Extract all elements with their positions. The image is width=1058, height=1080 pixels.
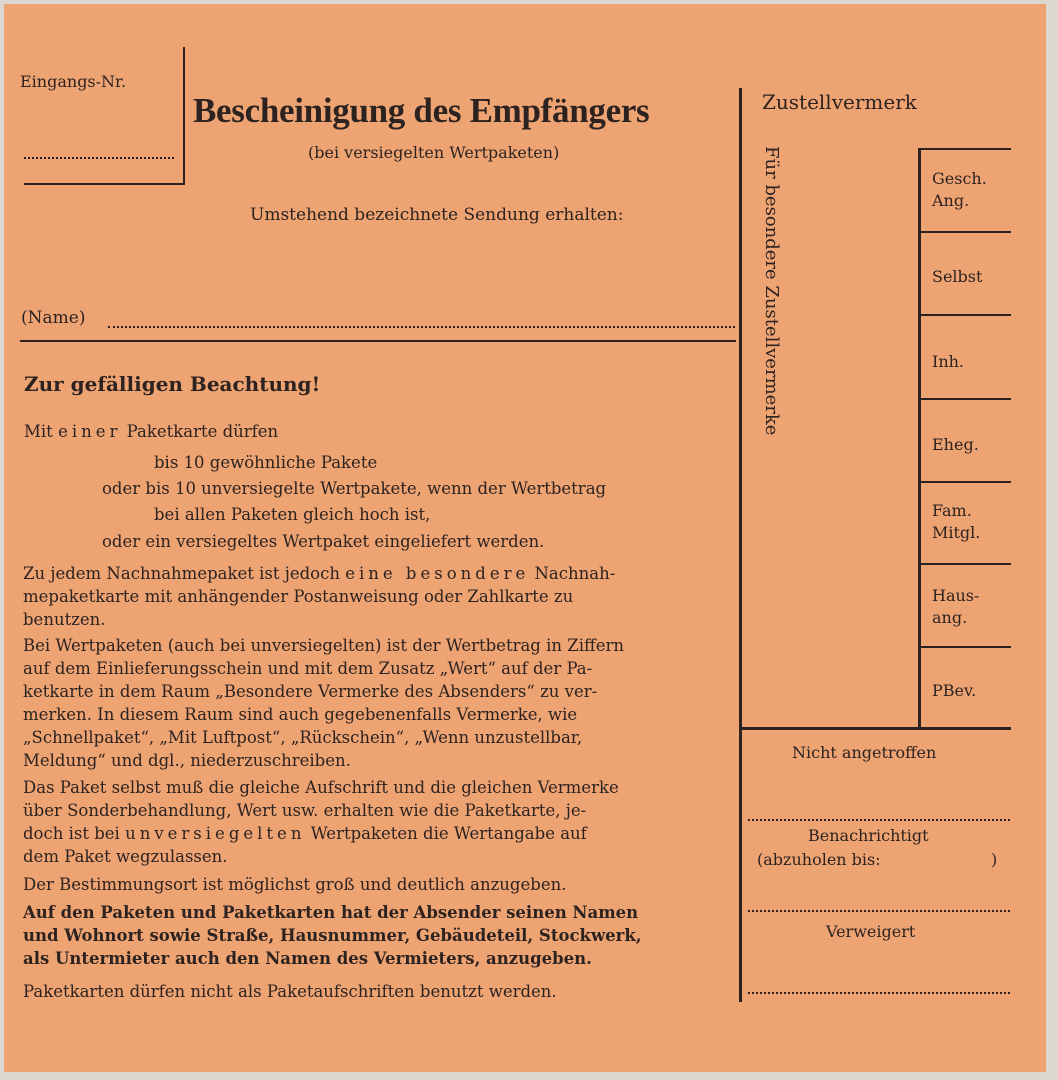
box-grid-bottom-rule [741, 727, 1011, 730]
right-column-rule [739, 88, 742, 1002]
notice-para-3-line: auf dem Einlieferungsschein und mit dem Zusatz „Wert“ auf der Pa- [23, 659, 593, 678]
notice-para-4-line: Das Paket selbst muß die gleiche Aufschrift und die gleichen Vermerke [23, 778, 619, 797]
pickup-until-label [757, 850, 881, 869]
box-label-line: Gesch. [932, 169, 987, 188]
box-top-rule [918, 148, 1011, 150]
receipt-number-label: Eingangs-Nr. [20, 72, 127, 91]
box-label-fam-mitgl [932, 500, 980, 544]
notice-text-spaced: eine besondere [345, 564, 530, 583]
notice-para-3-line: ketkarte in dem Raum „Besondere Vermerke des Absenders“ zu ver- [23, 682, 598, 701]
box-label-inh: Inh. [932, 352, 965, 371]
notice-para-6-line: Auf den Paketen und Paketkarten hat der Absender seinen Namen [23, 903, 639, 922]
notice-text-spaced: einer [58, 422, 122, 441]
page-subtitle: (bei versiegelten Wertpaketen) [308, 143, 560, 162]
notice-text-spaced: unversiegelten [125, 824, 306, 843]
notice-list-line: bei allen Paketen gleich hoch ist, [154, 505, 431, 524]
notice-para-2-line [23, 562, 615, 586]
not-found-label: Nicht angetroffen [792, 743, 937, 762]
notice-para-3-line: Bei Wertpaketen (auch bei unversiegelten) ist der Wertbetrag in Ziffern [23, 636, 625, 655]
notice-para-4-line [23, 822, 587, 846]
box-label-line: Mitgl. [932, 523, 981, 542]
notice-para-5: Der Bestimmungsort ist möglichst groß und deutlich anzugeben. [23, 875, 567, 894]
box-rule [918, 646, 1011, 648]
notice-para-2-line: benutzen. [23, 610, 106, 629]
pickup-close-paren: ) [991, 850, 998, 869]
box-label-eheg: Eheg. [932, 435, 979, 454]
receipt-box-bottom-rule [24, 183, 185, 185]
box-label-selbst: Selbst [932, 267, 983, 286]
notice-list-line: bis 10 gewöhnliche Pakete [154, 453, 378, 472]
refused-label: Verweigert [826, 922, 916, 941]
box-label-line: ang. [932, 608, 968, 627]
box-rule [918, 231, 1011, 233]
notice-text: Wertpaketen die Wertangabe auf [305, 824, 587, 843]
received-statement: Umstehend bezeichnete Sendung erhalten: [250, 205, 624, 225]
box-rule [918, 563, 1011, 565]
notice-text: Mit [24, 422, 59, 441]
left-divider-rule [20, 340, 736, 342]
box-rule [918, 314, 1011, 316]
notice-para-4-line: über Sonderbehandlung, Wert usw. erhalten wie die Paketkarte, je- [23, 801, 587, 820]
notice-heading: Zur gefälligen Beachtung! [24, 372, 321, 396]
box-rule [918, 481, 1011, 483]
receipt-number-line [24, 157, 174, 159]
pickup-text: (abzuholen bis: [757, 850, 881, 869]
notified-label: Benachrichtigt [808, 826, 929, 845]
name-label: (Name) [21, 308, 86, 328]
box-label-gesch-ang [932, 168, 987, 212]
notice-text: doch ist bei [23, 824, 126, 843]
name-line [108, 326, 735, 328]
box-label-line: Fam. [932, 501, 972, 520]
delivery-note-heading: Zustellvermerk [762, 90, 917, 114]
page-title: Bescheinigung des Empfängers [193, 91, 650, 130]
notice-para-7: Paketkarten dürfen nicht als Paketaufschriften benutzt werden. [23, 982, 557, 1001]
notice-para-4-line: dem Paket wegzulassen. [23, 847, 228, 866]
notice-text: Nachnah- [529, 564, 616, 583]
refused-line [748, 992, 1010, 994]
notice-list-line: oder ein versiegeltes Wertpaket eingeliefert werden. [102, 532, 545, 551]
notified-line [748, 910, 1010, 912]
box-grid-left-rule [918, 148, 921, 730]
special-notes-vertical-label: Für besondere Zustellvermerke [761, 146, 782, 436]
notice-para-6-line: und Wohnort sowie Straße, Hausnummer, Gebäudeteil, Stockwerk, [23, 926, 642, 945]
notice-para-3-line: Meldung“ und dgl., niederzuschreiben. [23, 751, 351, 770]
notice-para-3-line: merken. In diesem Raum sind auch gegebenenfalls Vermerke, wie [23, 705, 578, 724]
box-label-pbev: PBev. [932, 681, 977, 700]
box-label-line: Ang. [932, 191, 970, 210]
notice-para-6-line: als Untermieter auch den Namen des Vermieters, anzugeben. [23, 949, 592, 968]
notice-para-1 [24, 420, 278, 444]
notice-list-line: oder bis 10 unversiegelte Wertpakete, wenn der Wertbetrag [102, 479, 607, 498]
receipt-box-right-rule [183, 47, 185, 185]
box-label-line: Haus- [932, 586, 980, 605]
notice-text: Paketkarte dürfen [121, 422, 279, 441]
box-rule [918, 398, 1011, 400]
not-found-line [748, 819, 1010, 821]
box-label-haus-ang [932, 585, 979, 629]
notice-para-3-line: „Schnellpaket“, „Mit Luftpost“, „Rückschein“, „Wenn unzustellbar, [23, 728, 583, 747]
notice-text: Zu jedem Nachnahmepaket ist jedoch [23, 564, 346, 583]
notice-para-2-line: mepaketkarte mit anhängender Postanweisung oder Zahlkarte zu [23, 587, 574, 606]
